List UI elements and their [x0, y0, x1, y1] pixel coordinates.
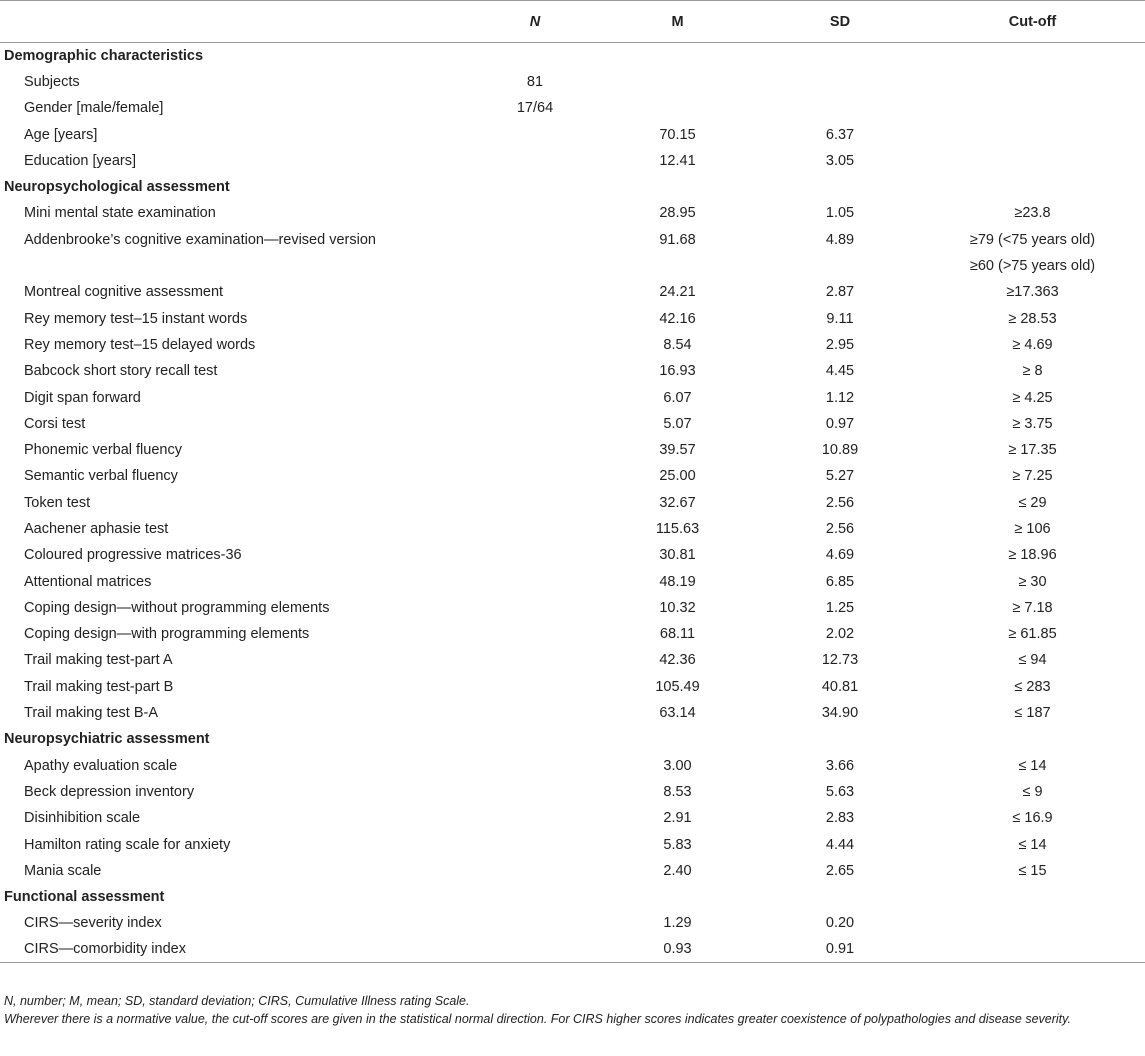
- cell-mean: 2.91: [663, 810, 692, 827]
- cell-mean: [595, 174, 760, 200]
- footnote-abbreviations: N, number; M, mean; SD, standard deviation; CIRS, Cumulative Illness rating Scale.: [4, 994, 470, 1008]
- cell-sd: 6.85: [825, 573, 855, 590]
- row-label: Babcock short story recall test: [24, 363, 218, 380]
- table-row: [0, 700, 1145, 726]
- cell-mean: 1.29: [663, 915, 692, 932]
- cell-mean: 63.14: [659, 705, 696, 722]
- cell-n: [475, 490, 595, 516]
- cell-cutoff: ≥79 (<75 years old): [969, 231, 1096, 248]
- row-label: Trail making test-part B: [24, 678, 174, 695]
- cell-n: 81: [526, 73, 544, 90]
- cell-cutoff: ≥ 28.53: [1008, 310, 1057, 327]
- table-row: [0, 121, 1145, 147]
- cell-cutoff: ≤ 94: [1018, 652, 1047, 669]
- cell-mean: 8.54: [663, 336, 692, 353]
- cell-n: [475, 726, 595, 752]
- cell-mean: 12.41: [659, 152, 696, 169]
- cell-cutoff: [920, 43, 1145, 69]
- cell-sd: 40.81: [821, 678, 859, 695]
- cell-sd: 9.11: [826, 310, 854, 327]
- cell-mean: 70.15: [659, 126, 696, 143]
- cell-sd: 2.83: [825, 810, 855, 827]
- table-row: [0, 937, 1145, 963]
- cell-sd: [760, 253, 920, 279]
- cell-cutoff: ≤ 9: [1022, 783, 1043, 800]
- cell-mean: 32.67: [659, 494, 696, 511]
- section-row: [0, 726, 1145, 752]
- cell-sd: [760, 726, 920, 752]
- row-label: Trail making test-part A: [24, 652, 173, 669]
- row-label: Subjects: [24, 73, 80, 90]
- table-row: [0, 858, 1145, 884]
- row-label: Digit span forward: [24, 389, 141, 406]
- cell-n: [475, 253, 595, 279]
- cell-sd: 1.12: [825, 389, 855, 406]
- cell-sd: 2.56: [825, 520, 855, 537]
- header-sd: SD: [760, 1, 920, 43]
- cell-cutoff: ≥ 8: [1022, 363, 1043, 380]
- cell-mean: 24.21: [659, 284, 696, 301]
- cell-n: [475, 805, 595, 831]
- row-label: Neuropsychiatric assessment: [4, 731, 210, 748]
- table-header-row: [0, 1, 1145, 43]
- cell-cutoff: ≤ 14: [1018, 757, 1047, 774]
- cell-n: [475, 358, 595, 384]
- cell-sd: 4.44: [825, 836, 855, 853]
- cell-cutoff: ≥ 4.25: [1012, 389, 1053, 406]
- table-row: [0, 621, 1145, 647]
- table-row: [0, 200, 1145, 226]
- cell-mean: 30.81: [659, 547, 696, 564]
- cell-mean: 2.40: [663, 862, 692, 879]
- row-label: Functional assessment: [4, 889, 165, 906]
- cell-mean: [595, 43, 760, 69]
- cell-mean: 91.68: [659, 231, 696, 248]
- cell-mean: 5.83: [663, 836, 692, 853]
- row-label: Attentional matrices: [24, 573, 152, 590]
- table-row: [0, 148, 1145, 174]
- table-row: [0, 542, 1145, 568]
- cell-sd: 4.69: [825, 547, 855, 564]
- cell-cutoff: [920, 69, 1145, 95]
- cell-cutoff: ≥23.8: [1014, 205, 1051, 222]
- cell-cutoff: ≥ 18.96: [1008, 547, 1057, 564]
- cell-sd: 1.05: [825, 205, 855, 222]
- cell-mean: 39.57: [659, 442, 696, 459]
- row-label: Montreal cognitive assessment: [24, 284, 224, 301]
- cell-sd: 2.56: [825, 494, 855, 511]
- cell-mean: 115.63: [655, 520, 700, 537]
- row-label: Education [years]: [24, 152, 137, 169]
- table-row: [0, 805, 1145, 831]
- cell-cutoff: ≥ 17.35: [1008, 442, 1057, 459]
- row-label: Coping design—with programming elements: [24, 626, 310, 643]
- row-label: Mania scale: [24, 862, 102, 879]
- table-row: [0, 674, 1145, 700]
- row-label: Apathy evaluation scale: [24, 757, 178, 774]
- cell-sd: [760, 69, 920, 95]
- cell-sd: 2.65: [825, 862, 855, 879]
- cell-n: [475, 411, 595, 437]
- row-label: Token test: [24, 494, 91, 511]
- table-row: [0, 332, 1145, 358]
- cell-n: [475, 700, 595, 726]
- cell-sd: 4.45: [825, 363, 855, 380]
- cell-mean: 16.93: [659, 363, 696, 380]
- cell-n: [475, 568, 595, 594]
- row-label: Rey memory test–15 instant words: [24, 310, 248, 327]
- row-label: Gender [male/female]: [24, 100, 164, 117]
- cell-sd: [760, 95, 920, 121]
- cell-mean: 25.00: [659, 468, 696, 485]
- cell-sd: 5.63: [825, 783, 855, 800]
- cell-mean: 3.00: [663, 757, 692, 774]
- cell-mean: [595, 95, 760, 121]
- cell-mean: [595, 726, 760, 752]
- cell-n: [475, 884, 595, 910]
- section-row: [0, 174, 1145, 200]
- cell-mean: 68.11: [659, 626, 696, 643]
- table-row: [0, 253, 1145, 279]
- cell-n: [475, 148, 595, 174]
- cell-cutoff: ≥ 30: [1018, 573, 1047, 590]
- table-row: [0, 753, 1145, 779]
- cell-sd: 0.97: [825, 415, 855, 432]
- cell-n: [475, 279, 595, 305]
- cell-mean: [595, 884, 760, 910]
- cell-cutoff: ≤ 29: [1018, 494, 1047, 511]
- row-label: Mini mental state examination: [24, 205, 216, 222]
- row-label: Neuropsychological assessment: [4, 179, 230, 196]
- cell-cutoff: ≤ 187: [1014, 705, 1051, 722]
- table-row: [0, 463, 1145, 489]
- row-label: Trail making test B-A: [24, 705, 159, 722]
- cell-n: [475, 937, 595, 963]
- cell-sd: 4.89: [825, 231, 855, 248]
- cell-cutoff: ≥ 4.69: [1012, 336, 1053, 353]
- row-label: CIRS—comorbidity index: [0, 937, 475, 963]
- row-label: Semantic verbal fluency: [24, 468, 178, 485]
- cell-sd: 34.90: [821, 705, 859, 722]
- cell-sd: [760, 174, 920, 200]
- table-row: [0, 568, 1145, 594]
- row-label: Age [years]: [24, 126, 98, 143]
- cell-sd: 5.27: [825, 468, 855, 485]
- cell-n: [475, 227, 595, 253]
- cell-n: [475, 858, 595, 884]
- row-label: CIRS—severity index: [24, 915, 162, 932]
- cell-mean: 8.53: [663, 783, 692, 800]
- cell-mean: 48.19: [659, 573, 696, 590]
- table-row: [0, 384, 1145, 410]
- cell-cutoff: ≥ 7.18: [1012, 599, 1053, 616]
- cell-cutoff: ≤ 283: [1014, 678, 1051, 695]
- row-label: Phonemic verbal fluency: [24, 442, 182, 459]
- cell-cutoff: ≤ 15: [1018, 862, 1047, 879]
- cell-cutoff: ≥ 106: [1014, 520, 1051, 537]
- cell-mean: 28.95: [659, 205, 696, 222]
- cell-sd: 2.95: [825, 336, 855, 353]
- table-row: [0, 358, 1145, 384]
- cell-sd: 10.89: [821, 442, 859, 459]
- cell-sd: 0.20: [825, 915, 855, 932]
- row-label: Corsi test: [24, 415, 86, 432]
- cell-mean: [595, 69, 760, 95]
- header-mean: M: [595, 1, 760, 43]
- row-label: Disinhibition scale: [24, 810, 141, 827]
- cell-sd: 0.91: [760, 937, 920, 963]
- cell-n: [475, 332, 595, 358]
- row-label: Hamilton rating scale for anxiety: [24, 836, 231, 853]
- cell-n: [475, 831, 595, 857]
- table-row: [0, 95, 1145, 121]
- cell-n: [475, 647, 595, 673]
- cell-mean: [595, 253, 760, 279]
- cell-sd: 12.73: [821, 652, 859, 669]
- footnote-note: Wherever there is a normative value, the cut-off scores are given in the statistical normal direction. For CIRS higher scores indicates greater coexistence of polypathologies and disease severity.: [4, 1011, 1071, 1026]
- row-label: Aachener aphasie test: [24, 520, 169, 537]
- header-label: [0, 1, 475, 43]
- table-row: [0, 69, 1145, 95]
- row-label: Beck depression inventory: [24, 783, 195, 800]
- cell-n: [475, 621, 595, 647]
- table-row: [0, 279, 1145, 305]
- header-cutoff: Cut-off: [920, 1, 1145, 43]
- cell-cutoff: ≥17.363: [1006, 284, 1059, 301]
- cell-cutoff: [920, 884, 1145, 910]
- table-row: [0, 437, 1145, 463]
- cell-cutoff: [920, 148, 1145, 174]
- cell-n: [475, 910, 595, 936]
- section-row: [0, 43, 1145, 69]
- table-row: [0, 910, 1145, 936]
- cell-n: [475, 779, 595, 805]
- cell-sd: 3.66: [825, 757, 855, 774]
- cell-mean: 42.16: [659, 310, 696, 327]
- cell-n: [475, 542, 595, 568]
- table-row: [0, 490, 1145, 516]
- cell-cutoff: [920, 121, 1145, 147]
- cell-sd: 1.25: [825, 599, 855, 616]
- cell-cutoff: ≥ 61.85: [1008, 626, 1057, 643]
- table-row: [0, 516, 1145, 542]
- cell-cutoff: ≤ 14: [1018, 836, 1047, 853]
- cell-n: [475, 595, 595, 621]
- cell-mean: 105.49: [655, 678, 700, 695]
- cell-sd: [760, 43, 920, 69]
- table-footnotes: [4, 993, 1141, 1028]
- cell-n: [475, 305, 595, 331]
- cell-mean: 5.07: [663, 415, 692, 432]
- cell-n: [475, 463, 595, 489]
- cell-n: 17/64: [516, 100, 554, 117]
- cell-sd: 2.02: [825, 626, 855, 643]
- table-row: [0, 595, 1145, 621]
- cell-cutoff: ≥60 (>75 years old): [969, 258, 1096, 275]
- cell-sd: 2.87: [825, 284, 855, 301]
- cell-cutoff: ≥ 7.25: [1012, 468, 1053, 485]
- cell-n: [475, 43, 595, 69]
- cell-mean: 10.32: [659, 599, 696, 616]
- cell-sd: 3.05: [825, 152, 855, 169]
- cell-n: [475, 674, 595, 700]
- row-label: Coloured progressive matrices-36: [24, 547, 242, 564]
- cell-mean: 0.93: [595, 937, 760, 963]
- cell-sd: [760, 884, 920, 910]
- header-n: N: [475, 1, 595, 43]
- table-row: [0, 227, 1145, 253]
- row-label: Rey memory test–15 delayed words: [24, 336, 256, 353]
- cell-cutoff: [920, 95, 1145, 121]
- row-label: [0, 253, 475, 279]
- cell-mean: 42.36: [659, 652, 696, 669]
- cell-cutoff: [920, 937, 1145, 963]
- cell-cutoff: [920, 910, 1145, 936]
- table-body: [0, 43, 1145, 963]
- cell-n: [475, 516, 595, 542]
- cell-cutoff: ≤ 16.9: [1012, 810, 1053, 827]
- table-row: [0, 779, 1145, 805]
- cell-n: [475, 384, 595, 410]
- cell-n: [475, 437, 595, 463]
- row-label: Addenbrooke’s cognitive examination—revised version: [24, 231, 376, 248]
- cell-cutoff: [920, 726, 1145, 752]
- table-row: [0, 647, 1145, 673]
- section-row: [0, 884, 1145, 910]
- cell-n: [475, 121, 595, 147]
- table-row: [0, 305, 1145, 331]
- cell-cutoff: [920, 174, 1145, 200]
- table-row: [0, 831, 1145, 857]
- row-label: Demographic characteristics: [4, 47, 204, 64]
- row-label: Coping design—without programming elements: [24, 599, 330, 616]
- cell-n: [475, 174, 595, 200]
- cell-n: [475, 753, 595, 779]
- cell-n: [475, 200, 595, 226]
- cell-cutoff: ≥ 3.75: [1012, 415, 1053, 432]
- cell-mean: 6.07: [663, 389, 692, 406]
- cell-sd: 6.37: [825, 126, 855, 143]
- table-row: [0, 411, 1145, 437]
